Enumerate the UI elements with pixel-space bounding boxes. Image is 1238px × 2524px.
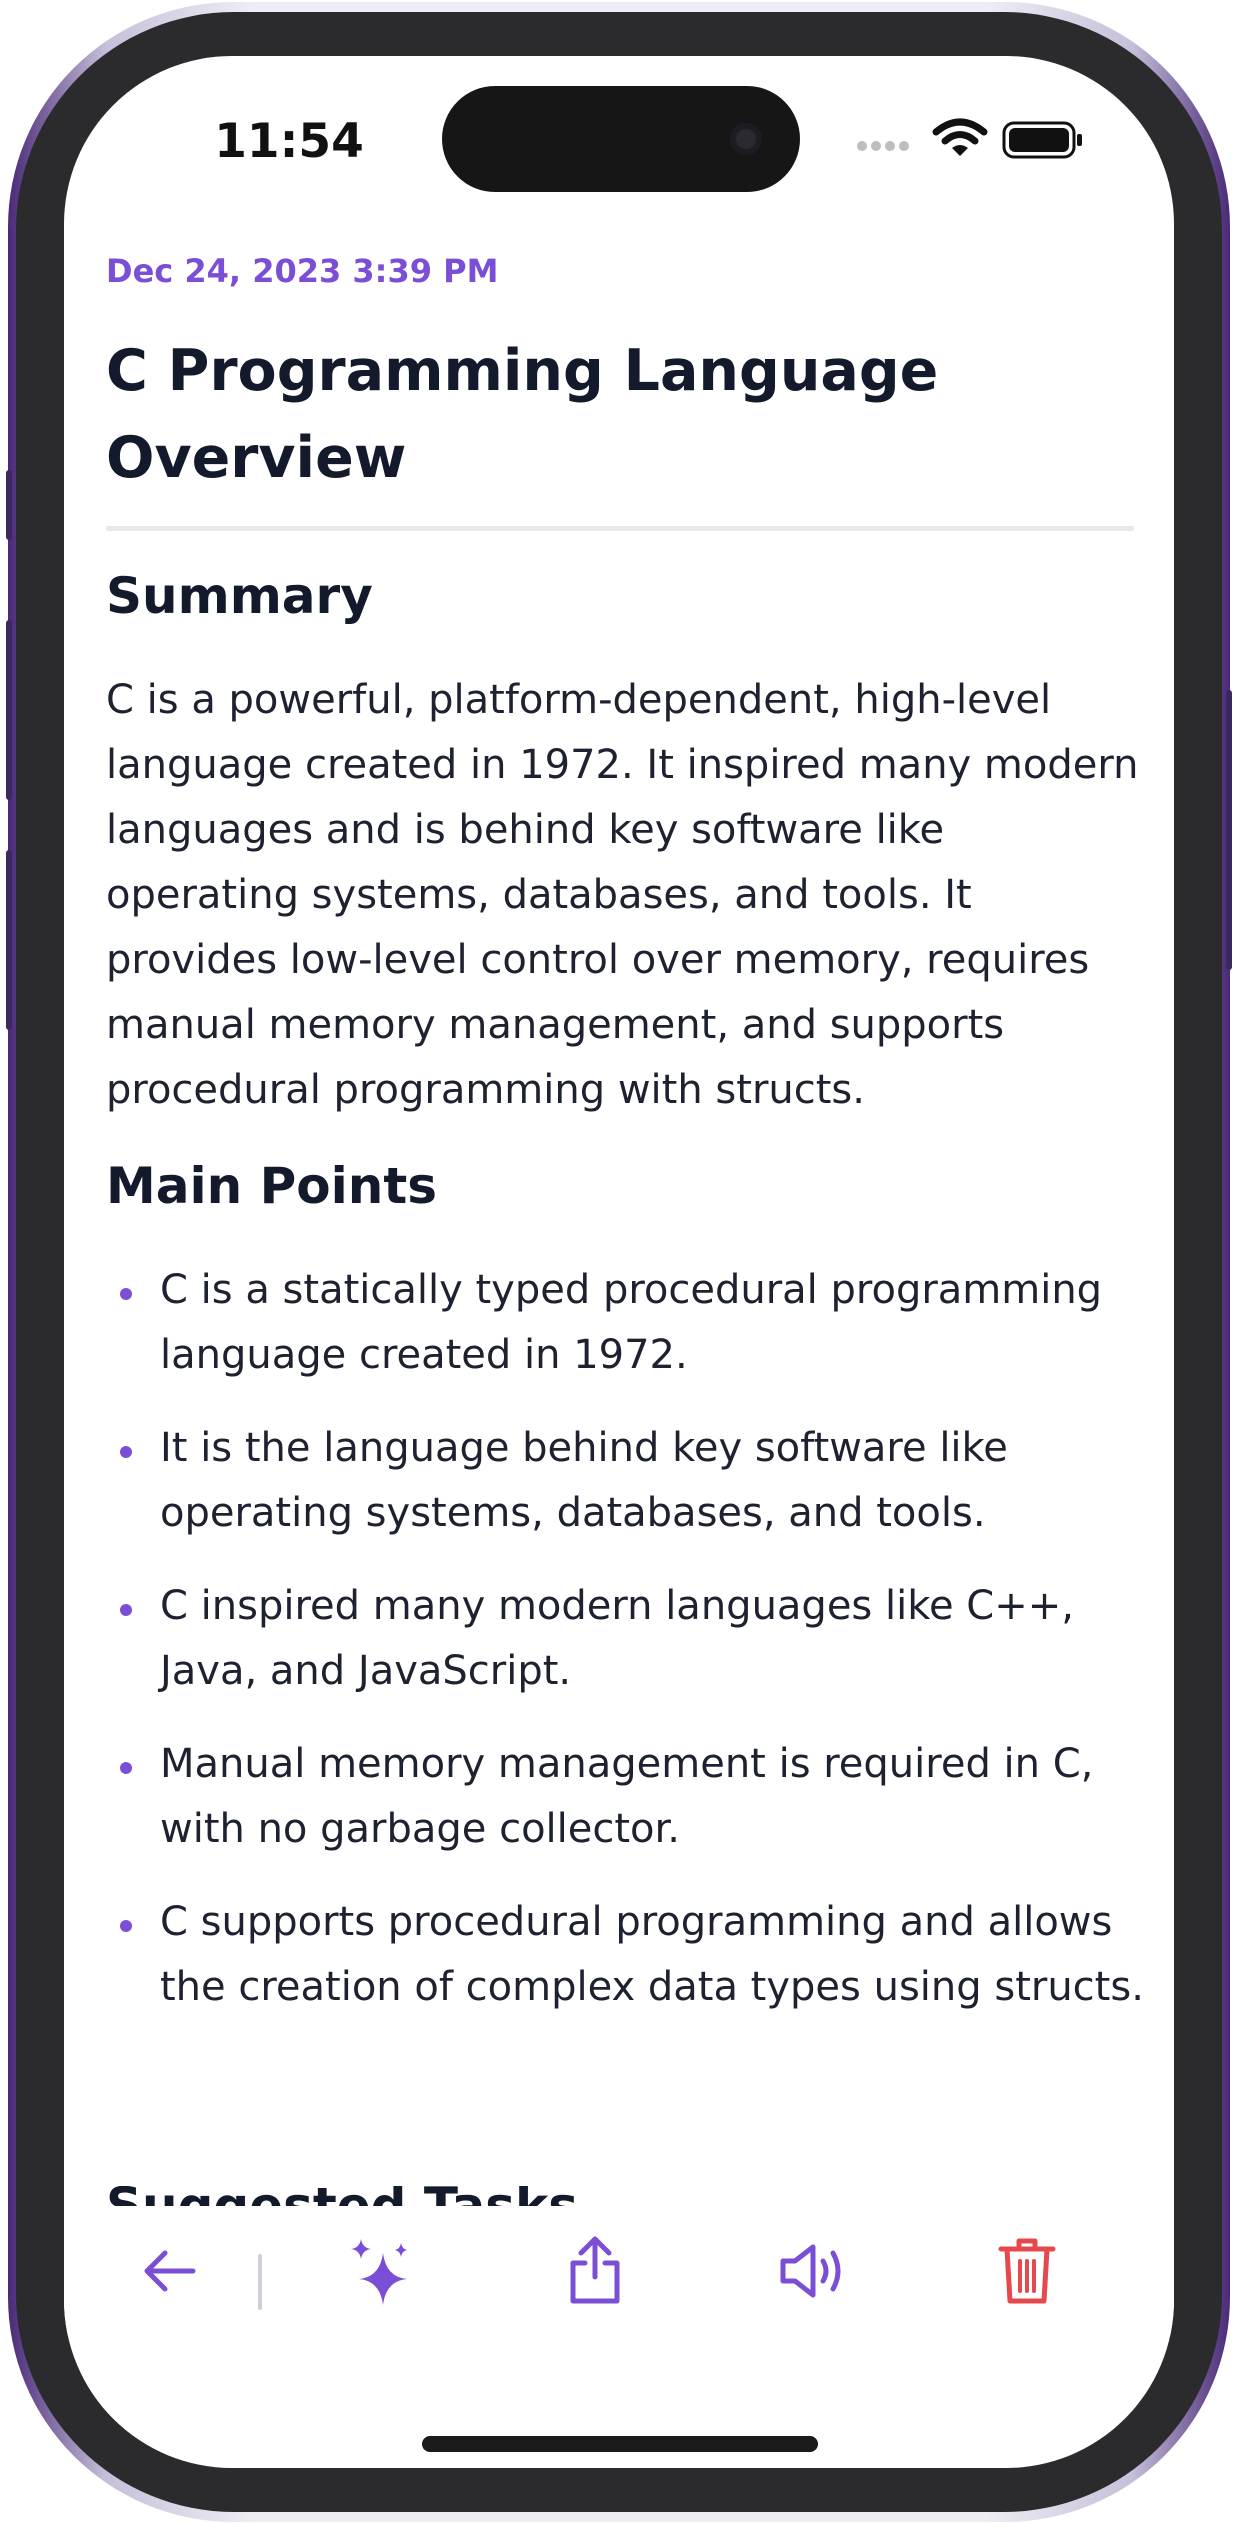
scroll-fade — [64, 2106, 1174, 2186]
battery-icon — [1002, 116, 1086, 166]
title-divider — [106, 526, 1134, 531]
trash-icon — [995, 2235, 1059, 2307]
status-time: 11:54 — [214, 114, 364, 169]
toolbar-separator — [258, 2254, 262, 2310]
delete-button[interactable] — [982, 2226, 1072, 2316]
sparkles-icon — [345, 2235, 417, 2307]
ai-magic-button[interactable] — [336, 2226, 426, 2316]
speaker-icon — [777, 2239, 849, 2303]
wifi-icon — [932, 116, 988, 166]
summary-text: C is a powerful, platform-dependent, high-level language created in 1972. It inspired many modern languages and is behind key software like operating systems, databases, and tools. It provides low-level control over memory, requires manual memory management, and supports procedural programming with structs. — [106, 677, 1139, 1113]
read-aloud-button[interactable] — [768, 2226, 858, 2316]
home-indicator[interactable] — [422, 2436, 818, 2452]
bullet-icon — [120, 1446, 132, 1458]
action-button — [6, 470, 12, 540]
list-item: C inspired many modern languages like C++, Java, and JavaScript. — [106, 1574, 1146, 1704]
list-item: C supports procedural programming and allows the creation of complex data types using structs. — [106, 1890, 1146, 2020]
list-item: Manual memory management is required in C, with no garbage collector. — [106, 1732, 1146, 1862]
volume-up-button — [6, 620, 12, 800]
cellular-signal-icon — [854, 116, 914, 166]
screen — [64, 56, 1174, 2468]
bottom-toolbar — [64, 2206, 1174, 2336]
status-icons — [854, 116, 1094, 166]
share-button[interactable] — [550, 2226, 640, 2316]
bullet-icon — [120, 1288, 132, 1300]
volume-down-button — [6, 850, 12, 1030]
dynamic-island — [442, 86, 800, 192]
back-arrow-icon — [137, 2239, 201, 2303]
list-item: It is the language behind key software like operating systems, databases, and tools. — [106, 1416, 1146, 1546]
list-item: C is a statically typed procedural programming language created in 1972. — [106, 1258, 1146, 1388]
bullet-icon — [120, 1604, 132, 1616]
power-button — [1226, 690, 1232, 970]
main-points-list — [106, 1258, 1146, 2048]
main-points-heading: Main Points — [106, 1157, 438, 1215]
bullet-icon — [120, 1920, 132, 1932]
back-button[interactable] — [124, 2226, 214, 2316]
camera-icon — [730, 123, 762, 155]
share-icon — [563, 2235, 627, 2307]
summary-heading: Summary — [106, 567, 373, 625]
note-date: Dec 24, 2023 3:39 PM — [106, 252, 499, 290]
note-title: C Programming Language Overview — [106, 338, 939, 491]
bullet-icon — [120, 1762, 132, 1774]
